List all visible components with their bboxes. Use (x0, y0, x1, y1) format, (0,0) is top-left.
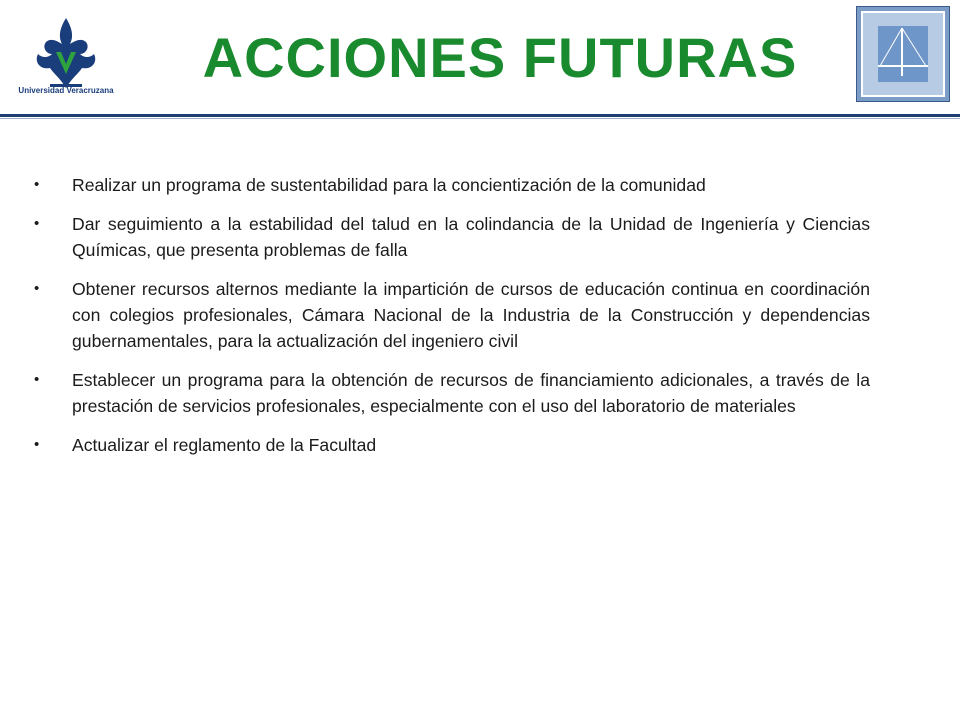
bullet-icon: • (34, 215, 40, 232)
facultad-ingenieria-logo-icon (856, 6, 950, 102)
bullet-icon: • (34, 280, 40, 297)
uv-logo-caption: Universidad Veracruzana (18, 86, 114, 95)
list-item (34, 432, 870, 458)
bullet-icon: • (34, 436, 40, 453)
list-item-text: Actualizar el reglamento de la Facultad (72, 435, 377, 455)
list-item (34, 172, 870, 198)
list-item-text: Obtener recursos alternos mediante la impartición de cursos de educación continua en coordinación con colegios profesionales, Cámara Nacional de la Industria de la Construcción y dependencias gubernamentales, para la actualización del ingeniero civil (72, 279, 870, 351)
list-item (34, 211, 870, 263)
list-item (34, 276, 870, 354)
bullet-list (34, 172, 870, 458)
page-title: ACCIONES FUTURAS (202, 26, 798, 89)
header-divider-light (0, 118, 960, 119)
bullet-icon: • (34, 176, 40, 193)
header-divider (0, 114, 960, 117)
slide-body (34, 172, 870, 471)
bullet-icon: • (34, 371, 40, 388)
slide-header (0, 0, 960, 118)
list-item-text: Dar seguimiento a la estabilidad del talud en la colindancia de la Unidad de Ingeniería y Ciencias Químicas, que presenta problemas de falla (72, 214, 870, 260)
list-item-text: Realizar un programa de sustentabilidad para la concientización de la comunidad (72, 175, 706, 195)
list-item-text: Establecer un programa para la obtención de recursos de financiamiento adicionales, a través de la prestación de servicios profesionales, especialmente con el uso del laboratorio de materiales (72, 370, 870, 416)
list-item (34, 367, 870, 419)
